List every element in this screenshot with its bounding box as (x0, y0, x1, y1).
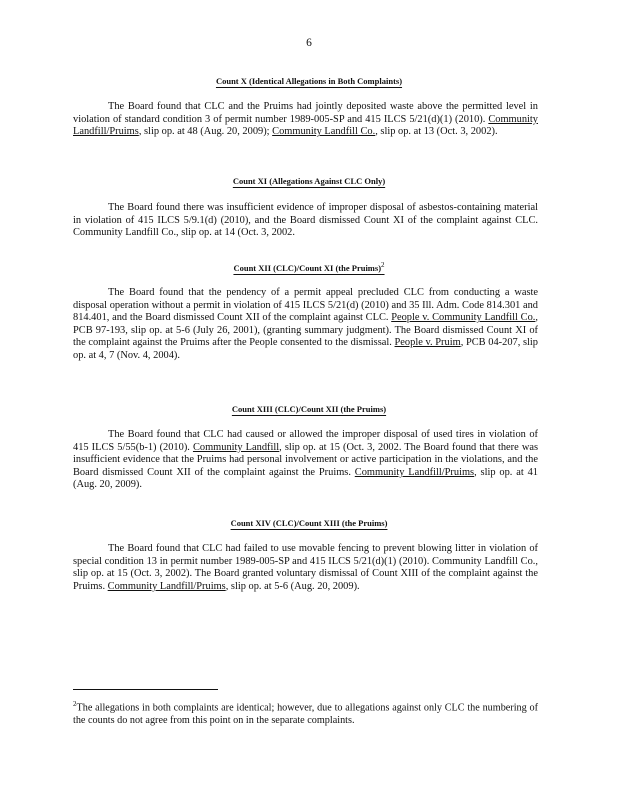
paragraph-text: , slip op. at 41 (Aug. 20, 2009). (73, 466, 538, 491)
section-paragraph (73, 429, 538, 492)
case-citation: People v. Community Landfill Co. (391, 312, 536, 324)
section-heading (0, 76, 618, 86)
section-heading (0, 176, 618, 186)
paragraph-text: , PCB 04-207, slip op. at 4, 7 (Nov. 4, 2004). (73, 337, 538, 361)
paragraph-text: The Board found there was insufficient evidence of improper disposal of asbestos-containing material in violation of 415 ILCS 5/9.1(d) (2010), and the Board dismissed Count XI of the complaint against CLC. Community Landfill Co., slip op. at 14 (Oct. 3, 2002. (73, 202, 538, 239)
case-citation: Community Landfill/Pruims (73, 113, 538, 138)
section-heading-text: Count X (Identical Allegations in Both Complaints) (215, 76, 403, 86)
section-heading-text: Count XIV (CLC)/Count XIII (the Pruims) (230, 518, 388, 528)
section-heading-text: Count XII (CLC)/Count XI (the Pruims)$^2$ (233, 261, 385, 273)
paragraph-text: , PCB 97-193, slip op. at 5-6 (July 26, 2001), (granting summary judgment). The Board dismissed Count XI of the complaint against the Pruims after the People consented to the dismissal. (73, 312, 538, 349)
paragraph-text: The Board found that CLC and the Pruims had jointly deposited waste above the permitted level in violation of standard condition 3 of permit number 1989-005-SP and 415 ILCS 5/21(d)(1) (2010). (73, 101, 538, 125)
section-heading (0, 404, 618, 414)
paragraph-text: The Board found that the pendency of a permit appeal precluded CLC from conducting a waste disposal operation without a permit in violation of 415 ILCS 5/21(d) (2010) and 35 Ill. Adm. Code 814.301 and 814.401, and the Board dismissed Count XII of the complaint against CLC. (73, 287, 538, 324)
section-heading-text: Count XIII (CLC)/Count XII (the Pruims) (231, 404, 387, 414)
footnote-text: The allegations in both complaints are identical; however, due to allegations against only CLC the numbering of the counts do not agree from this point on in the separate complaints. (73, 702, 538, 727)
page-number: 6 (306, 37, 312, 49)
paragraph-text: , slip op. at 5-6 (Aug. 20, 2009). (225, 580, 360, 592)
paragraph-text: , slip op. at 13 (Oct. 3, 2002). (375, 126, 498, 138)
section-paragraph (73, 543, 538, 593)
section-heading-text: Count XI (Allegations Against CLC Only) (232, 176, 386, 186)
section-paragraph (73, 101, 538, 139)
case-citation: Community Landfill/Pruims (354, 466, 475, 478)
section-heading (0, 261, 618, 273)
paragraph-text: The Board found that CLC had failed to use movable fencing to prevent blowing litter in violation of special condition 13 in permit number 1989-005-SP and 415 ILCS 5/21(d)(1) (2010). Community Landfill Co., slip op. at 15 (Oct. 3, 2002). The Board granted voluntary dismissal of Count XIII of the complaint against the Pruims. (73, 543, 538, 592)
section-heading (0, 518, 618, 528)
case-citation: Community Landfill/Pruims (107, 580, 226, 592)
footnote (73, 698, 538, 727)
section-paragraph (73, 287, 538, 363)
paragraph-text: The Board found that CLC had caused or allowed the improper disposal of used tires in violation of 415 ILCS 5/55(b-1) (2010). (73, 429, 538, 453)
paragraph-text: , slip op. at 15 (Oct. 3, 2002. The Board found that there was insufficient evidence that the Pruims had personal involvement or active participation in the violations, and the Board dismissed Count XII of the complaint against the Pruims. (73, 441, 538, 478)
section-paragraph (73, 202, 538, 240)
case-citation: Community Landfill Co. (272, 126, 376, 138)
paragraph-text: , slip op. at 48 (Aug. 20, 2009); (138, 126, 273, 138)
footnote-reference: 2 (381, 261, 385, 269)
footnote-marker: 2 (73, 700, 77, 708)
case-citation: Community Landfill (192, 441, 280, 453)
footnote-divider (73, 689, 218, 690)
case-citation: People v. Pruim (394, 337, 461, 349)
